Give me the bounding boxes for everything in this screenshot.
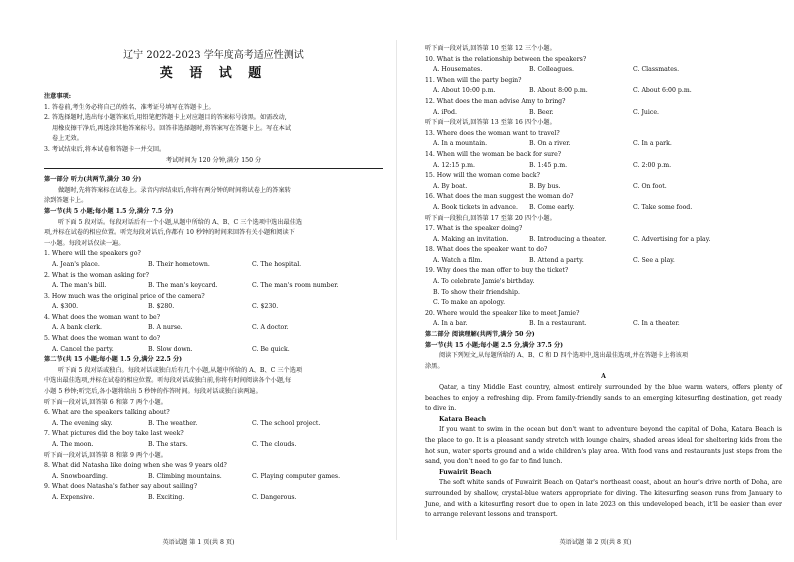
option-a[interactable]: A. By boat. bbox=[433, 182, 468, 190]
option-b[interactable]: B. The weather. bbox=[148, 419, 198, 427]
options-row bbox=[44, 472, 383, 483]
options-row bbox=[44, 419, 383, 430]
question-text: 6. What are the speakers talking about? bbox=[44, 409, 170, 417]
option-c[interactable]: C. The hospital. bbox=[252, 260, 302, 268]
options-row bbox=[425, 203, 782, 214]
options-row bbox=[44, 345, 383, 356]
option-a[interactable]: A. Jean's place. bbox=[52, 260, 100, 268]
option-c[interactable]: C. Advertising for a play. bbox=[633, 235, 711, 243]
question-text: 14. When will the woman be back for sure? bbox=[425, 150, 562, 158]
notice-line: 用橡皮擦干净后,再选涂其他答案标号。回答非选择题时,将答案写在答题卡上。写在本试 bbox=[52, 124, 292, 132]
exam-subtitle: 英 语 试 题 bbox=[159, 66, 268, 81]
question-9 bbox=[44, 482, 383, 503]
question-15 bbox=[425, 171, 782, 192]
part2-heading: 第二部分 阅读理解(共两节,满分 50 分) bbox=[425, 331, 535, 339]
section2-intro: 小题 5 秒钟;听完后,各小题将给出 5 秒钟的作答时间。每段对话或独白读两遍。 bbox=[44, 388, 262, 396]
question-20 bbox=[425, 309, 782, 330]
option-b[interactable]: B. Beer. bbox=[529, 108, 554, 116]
notice-line: 1. 答卷前,考生务必将自己的姓名、准考证号填写在答题卡上。 bbox=[44, 103, 215, 111]
options-row bbox=[44, 260, 383, 271]
option-c[interactable]: C. 2:00 p.m. bbox=[633, 161, 672, 169]
part1-heading: 第一部分 听力(共两节,满分 30 分) bbox=[44, 176, 142, 184]
option-b[interactable]: B. The man's keycard. bbox=[148, 282, 218, 290]
options-row bbox=[44, 281, 383, 292]
option-a[interactable]: A. In a bar. bbox=[433, 320, 468, 328]
question-16 bbox=[425, 192, 782, 213]
section1-intro: 一小题。每段对话仅读一遍。 bbox=[44, 239, 125, 247]
listening-instruction: 听下面一段独白,回答第 17 至第 20 四个小题。 bbox=[425, 214, 556, 222]
right-page bbox=[397, 0, 794, 562]
options-row bbox=[425, 65, 782, 76]
question-3 bbox=[44, 292, 383, 313]
passage-paragraph: If you want to swim in the ocean but don't want to adventure beyond the capital of Doha, Katara Beach is the place to go. It is a pleasant sandy stretch with lounge chairs, shaded areas ideal for sheltering kids from the hot sun, water sports ground and a wide children's play area. With food vans and restaurants just steps from the sand, you don't need to go far to find lunch. bbox=[425, 426, 782, 466]
notice-line: 2. 答选择题时,选出每小题答案后,用铅笔把答题卡上对应题目的答案标号涂黑。如需改动, bbox=[44, 114, 287, 122]
question-text: 15. How will the woman come back? bbox=[425, 172, 540, 180]
options-row bbox=[425, 319, 782, 330]
question-14 bbox=[425, 150, 782, 171]
option-c[interactable]: C. Take some food. bbox=[633, 203, 693, 211]
option-c[interactable]: C. A doctor. bbox=[252, 324, 289, 332]
options-row bbox=[425, 182, 782, 193]
part1-intro: 做题时,先将答案标在试卷上。录音内容结束后,你将有两分钟的时间将试卷上的答案转 bbox=[58, 186, 291, 194]
question-18 bbox=[425, 245, 782, 266]
question-text: 17. What is the speaker doing? bbox=[425, 225, 523, 233]
question-17 bbox=[425, 224, 782, 245]
option-b[interactable]: B. Exciting. bbox=[148, 493, 185, 501]
option-a[interactable]: A. 12:15 p.m. bbox=[433, 161, 475, 169]
options-row bbox=[425, 108, 782, 119]
question-text: 12. What does the man advise Amy to bring? bbox=[425, 97, 566, 105]
options-row bbox=[44, 323, 383, 334]
option-c[interactable]: C. Be quick. bbox=[252, 345, 290, 353]
option-b[interactable]: B. 1:45 p.m. bbox=[529, 161, 568, 169]
option-b[interactable]: B. About 8:00 p.m. bbox=[529, 87, 588, 95]
option-b[interactable]: B. Colleagues. bbox=[529, 66, 574, 74]
options-row bbox=[425, 161, 782, 172]
question-text: 11. When will the party begin? bbox=[425, 76, 522, 84]
option-b[interactable]: B. Climbing mountains. bbox=[148, 472, 222, 480]
option-c[interactable]: C. In a park. bbox=[633, 140, 672, 148]
katara-heading: Katara Beach bbox=[439, 415, 487, 423]
option-a[interactable]: A. $300. bbox=[52, 303, 79, 311]
question-text: 4. What does the woman want to be? bbox=[44, 313, 161, 321]
option-b[interactable]: B. A nurse. bbox=[148, 324, 183, 332]
option-c[interactable]: C. To make an apology. bbox=[433, 299, 506, 307]
option-a[interactable]: A. The evening sky. bbox=[52, 419, 113, 427]
options-row bbox=[44, 440, 383, 451]
notice-line: 3. 考试结束后,将本试卷和答题卡一并交回。 bbox=[44, 145, 166, 153]
question-text: 10. What is the relationship between the speakers? bbox=[425, 55, 587, 63]
question-text: 20. Where would the speaker like to meet Jamie? bbox=[425, 309, 580, 317]
question-text: 2. What is the woman asking for? bbox=[44, 271, 149, 279]
option-b[interactable]: B. Come early. bbox=[529, 203, 575, 211]
option-b[interactable]: B. Slow down. bbox=[148, 345, 193, 353]
question-1 bbox=[44, 249, 383, 270]
option-a[interactable]: A. The man's bill. bbox=[52, 282, 107, 290]
question-13 bbox=[425, 129, 782, 150]
question-text: 19. Why does the man offer to buy the ticket? bbox=[425, 267, 569, 275]
option-b[interactable]: B. The stars. bbox=[148, 441, 188, 448]
option-b[interactable]: B. In a restaurant. bbox=[529, 320, 587, 328]
option-b[interactable]: B. $280. bbox=[148, 303, 175, 311]
question-4 bbox=[44, 313, 383, 334]
divider bbox=[44, 168, 383, 169]
option-b[interactable]: B. Introducing a theater. bbox=[529, 235, 607, 243]
options-row bbox=[425, 256, 782, 267]
part2-intro: 阅读下列短文,从每题所给的 A、B、C 和 D 四个选项中,选出最佳选项,并在答题卡上将该项 bbox=[439, 352, 689, 360]
question-19 bbox=[425, 266, 782, 308]
question-text: 9. What does Natasha's father say about sailing? bbox=[44, 483, 198, 491]
options-row bbox=[44, 302, 383, 313]
option-a[interactable]: A. About 10:00 p.m. bbox=[433, 87, 496, 95]
section1-heading: 第一节(共 5 小题;每小题 1.5 分,满分 7.5 分) bbox=[44, 207, 174, 215]
question-text: 13. Where does the woman want to travel? bbox=[425, 129, 560, 137]
question-12 bbox=[425, 97, 782, 118]
option-a[interactable]: A. Book tickets in advance. bbox=[433, 203, 518, 211]
question-text: 3. How much was the original price of the camera? bbox=[44, 292, 205, 300]
options-row bbox=[425, 86, 782, 97]
option-a[interactable]: A. The moon. bbox=[52, 441, 94, 448]
options-row bbox=[425, 139, 782, 150]
options-row bbox=[44, 493, 383, 504]
option-c[interactable]: C. Classmates. bbox=[633, 66, 680, 74]
option-b[interactable]: B. By bus. bbox=[529, 182, 561, 190]
section1-intro: 项,并标在试卷的相应位置。听完每段对话后,你都有 10 秒钟的时间来回答有关小题和阅读下 bbox=[44, 229, 295, 237]
option-c[interactable]: C. On foot. bbox=[633, 182, 667, 190]
question-7 bbox=[44, 429, 383, 450]
question-8 bbox=[44, 461, 383, 482]
section2-heading: 第二节(共 15 小题;每小题 1.5 分,满分 22.5 分) bbox=[44, 356, 183, 364]
option-a[interactable]: A. iPod. bbox=[433, 108, 457, 116]
options-row bbox=[425, 235, 782, 246]
question-5 bbox=[44, 334, 383, 355]
passage-paragraph: Qatar, a tiny Middle East country, almost entirely surrounded by the blue warm waters, offers plenty of beaches to enjoy a refreshing dip. From family-friendly sands to an emerging kitesurfing destination, get ready to dive in. bbox=[425, 384, 782, 413]
option-c[interactable]: C. Dangerous. bbox=[252, 493, 297, 501]
option-a[interactable]: A. Cancel the party. bbox=[52, 345, 114, 353]
option-c[interactable]: C. Juice. bbox=[633, 108, 659, 116]
part2-section1-heading: 第一节(共 15 小题;每小题 2.5 分,满分 37.5 分) bbox=[425, 341, 564, 349]
option-a[interactable]: A. Watch a film. bbox=[433, 256, 483, 264]
exam-title: 辽宁 2022-2023 学年度高考适应性测试 bbox=[123, 50, 304, 61]
question-2 bbox=[44, 271, 383, 292]
option-b[interactable]: B. To show their friendship. bbox=[433, 288, 520, 296]
question-text: 8. What did Natasha like doing when she was 9 years old? bbox=[44, 462, 227, 470]
option-c[interactable]: C. See a play. bbox=[633, 256, 675, 264]
option-c[interactable]: C. The school project. bbox=[252, 419, 321, 427]
passage-paragraph: The soft white sands of Fuwairit Beach on Qatar's northeast coast, about an hour's drive north of Doha, are surrounded by shallow, crystal-blue waters appropriate for diving. The kitesurfing season runs from January to June, and with a kitesurfing resort due to open in late 2023 on this undeveloped beach, it'll be easier than ever to arrange relevant lessons and transport. bbox=[425, 479, 782, 519]
option-a[interactable]: A. Housemates. bbox=[433, 66, 483, 74]
listening-instruction: 听下面一段对话,回答第 6 和第 7 两个小题。 bbox=[44, 398, 167, 406]
option-a[interactable]: A. Snowboarding. bbox=[52, 472, 108, 480]
option-b[interactable]: B. On a river. bbox=[529, 140, 571, 148]
notice-line: 卷上无效。 bbox=[52, 135, 83, 143]
option-a[interactable]: A. Expensive. bbox=[52, 493, 95, 501]
fuwairit-heading: Fuwairit Beach bbox=[439, 468, 492, 476]
part2-intro: 涂黑。 bbox=[425, 362, 444, 370]
question-6 bbox=[44, 408, 383, 429]
page-footer: 英语试题 第 1 页(共 8 页) bbox=[162, 539, 235, 546]
option-b[interactable]: B. Their hometown. bbox=[148, 260, 210, 268]
section1-intro: 听下面 5 段对话。每段对话后有一个小题,从题中所给的 A、B、C 三个选项中选出最佳选 bbox=[58, 218, 303, 226]
question-text: 7. What pictures did the boy take last week? bbox=[44, 430, 184, 438]
option-b[interactable]: B. Attend a party. bbox=[529, 256, 584, 264]
question-11 bbox=[425, 76, 782, 97]
question-text: 16. What does the man suggest the woman do? bbox=[425, 193, 574, 201]
listening-instruction: 听下面一段对话,回答第 10 至第 12 三个小题。 bbox=[425, 45, 556, 52]
option-a[interactable]: A. In a mountain. bbox=[433, 140, 488, 148]
option-c[interactable]: C. Playing computer games. bbox=[252, 472, 341, 480]
part1-intro: 涂到答题卡上。 bbox=[44, 197, 88, 205]
listening-instruction: 听下面一段对话,回答第 8 和第 9 两个小题。 bbox=[44, 451, 167, 459]
option-c[interactable]: C. In a theater. bbox=[633, 320, 680, 328]
passage-label: A bbox=[601, 373, 606, 381]
option-a[interactable]: A. A bank clerk. bbox=[52, 324, 102, 332]
section2-intro: 中选出最佳选项,并标在试卷的相应位置。听每段对话或独白前,你将有时间阅读各个小题,每 bbox=[44, 377, 292, 385]
time-line: 考试时间为 120 分钟,满分 150 分 bbox=[165, 156, 262, 164]
section2-intro: 听下面 5 段对话或独白。每段对话或独白后有几个小题,从题中所给的 A、B、C 三个选项 bbox=[58, 366, 303, 374]
page-footer: 英语试题 第 2 页(共 8 页) bbox=[559, 539, 632, 546]
question-10 bbox=[425, 55, 782, 76]
listening-instruction: 听下面一段对话,回答第 13 至第 16 四个小题。 bbox=[425, 119, 556, 127]
option-c[interactable]: C. The clouds. bbox=[252, 441, 297, 448]
notice-heading: 注意事项: bbox=[44, 93, 72, 100]
option-c[interactable]: C. The man's room number. bbox=[252, 282, 339, 290]
option-c[interactable]: C. $230. bbox=[252, 303, 279, 311]
option-a[interactable]: A. Making an invitation. bbox=[433, 235, 509, 243]
option-c[interactable]: C. About 6:00 p.m. bbox=[633, 87, 692, 95]
option-a[interactable]: A. To celebrate Jamie's birthday. bbox=[433, 278, 535, 286]
question-text: 5. What does the woman want to do? bbox=[44, 335, 161, 343]
question-text: 18. What does the speaker want to do? bbox=[425, 246, 548, 254]
question-text: 1. Where will the speakers go? bbox=[44, 250, 141, 258]
